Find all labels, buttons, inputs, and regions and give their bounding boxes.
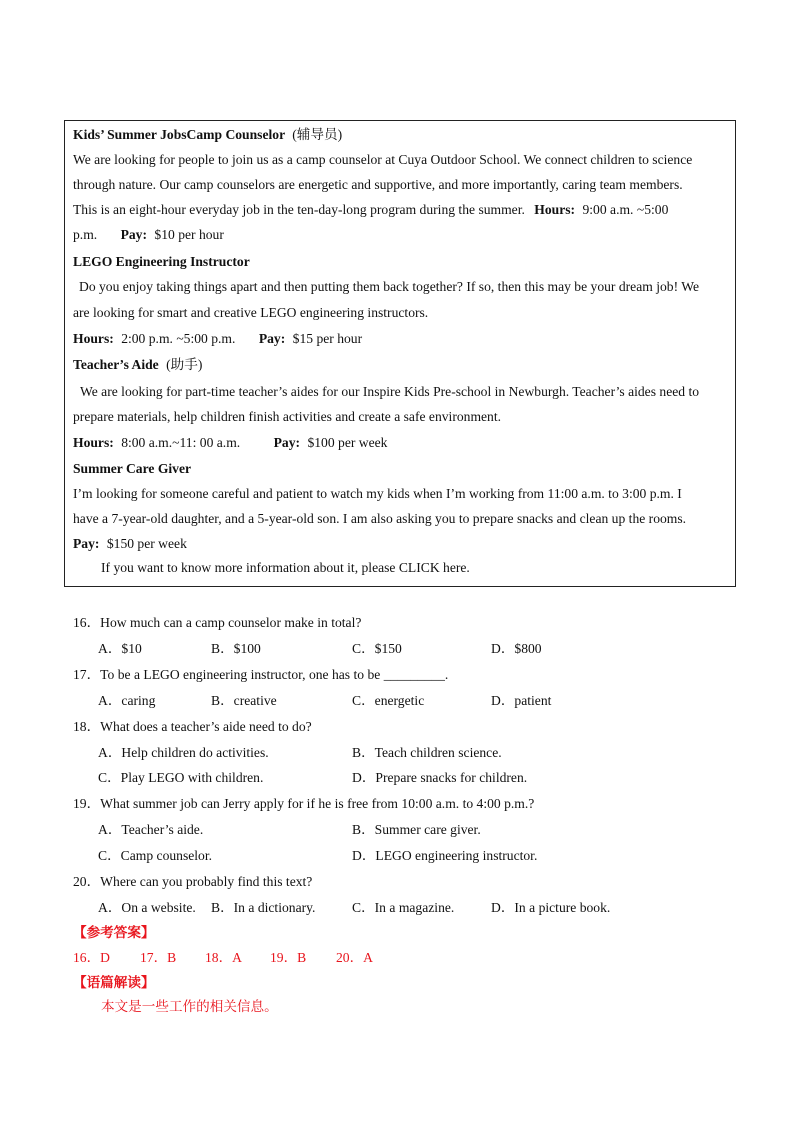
analysis-text: 本文是一些工作的相关信息。 [101,999,278,1014]
question-20: 20．Where can you probably find this text? [73,874,313,889]
camp-hours-value-end: p.m. [73,227,98,242]
q20-option-a: A．On a website. [98,900,196,915]
camp-title-text: Kids’ Summer JobsCamp Counselor [73,127,285,142]
camp-line3-text: This is an eight-hour everyday job in the ten-day-long program during the summer. [73,202,525,217]
q16-option-c: C．$150 [352,641,402,656]
camp-pay-value: $10 per hour [154,227,224,242]
aide-title [73,357,202,373]
aide-title-text: Teacher’s Aide [73,357,159,372]
q19-option-d: D．LEGO engineering instructor. [352,848,538,863]
camp-hours-value: 9:00 a.m. ~5:00 [582,202,669,217]
aide-pay-value: $100 per week [307,435,388,450]
question-18: 18．What does a teacher’s aide need to do? [73,719,312,734]
q19-option-b: B．Summer care giver. [352,822,481,837]
q16-option-b: B．$100 [211,641,261,656]
camp-title [73,127,342,143]
answer-16: 16．D [73,950,111,965]
q18-option-a: A．Help children do activities. [98,745,269,760]
care-title: Summer Care Giver [73,461,192,476]
camp-hours-label: Hours: [534,202,576,217]
camp-line1: We are looking for people to join us as a camp counselor at Cuya Outdoor School. We connect children to science [73,152,693,167]
lego-line2: are looking for smart and creative LEGO engineering instructors. [73,305,429,320]
answer-19: 19．B [270,950,307,965]
aide-line2: prepare materials, help children finish activities and create a safe environment. [73,409,502,424]
aide-hours-pay [73,435,387,451]
lego-hours-label: Hours: [73,331,114,346]
answer-18: 18．A [205,950,243,965]
q18-option-c: C．Play LEGO with children. [98,770,264,785]
camp-line3 [73,202,668,218]
q16-option-d: D．$800 [491,641,542,656]
care-pay-value: $150 per week [106,536,187,551]
q17-option-a: A．caring [98,693,156,708]
q18-option-d: D．Prepare snacks for children. [352,770,528,785]
lego-hours-value: 2:00 p.m. ~5:00 p.m. [121,331,236,346]
q17-option-d: D．patient [491,693,552,708]
aide-hours-value: 8:00 a.m.~11: 00 a.m. [121,435,241,450]
camp-line4 [73,227,224,243]
q17-option-b: B．creative [211,693,277,708]
q19-option-a: A．Teacher’s aide. [98,822,204,837]
question-17: 17．To be a LEGO engineering instructor, one has to be _________. [73,667,449,682]
aide-line1: We are looking for part-time teacher’s aides for our Inspire Kids Pre-school in Newburgh. Teacher’s aides need to [80,384,700,399]
question-16: 16．How much can a camp counselor make in total? [73,615,362,630]
q20-option-d: D．In a picture book. [491,900,611,915]
q18-option-b: B．Teach children science. [352,745,502,760]
answer-17: 17．B [140,950,177,965]
lego-line1: Do you enjoy taking things apart and then putting them back together? If so, then this may be your dream job! We [79,279,700,294]
answer-20: 20．A [336,950,374,965]
q20-option-c: C．In a magazine. [352,900,455,915]
care-line1: I’m looking for someone careful and patient to watch my kids when I’m working from 11:00 a.m. to 3:00 p.m. I [73,486,682,501]
question-19: 19．What summer job can Jerry apply for if he is free from 10:00 a.m. to 4:00 p.m.? [73,796,535,811]
q20-option-b: B．In a dictionary. [211,900,316,915]
camp-line2: through nature. Our camp counselors are energetic and supportive, and more importantly, caring team members. [73,177,683,192]
q17-option-c: C．energetic [352,693,425,708]
care-pay-label: Pay: [73,536,100,551]
lego-title: LEGO Engineering Instructor [73,254,250,269]
answers-heading: 【参考答案】 [73,925,155,940]
camp-pay-label: Pay: [120,227,148,242]
aide-title-cn: (助手) [166,357,203,372]
care-line2: have a 7-year-old daughter, and a 5-year-old son. I am also asking you to prepare snacks and clean up the rooms. [73,511,687,526]
q19-option-c: C．Camp counselor. [98,848,213,863]
lego-pay-value: $15 per hour [292,331,363,346]
analysis-heading: 【语篇解读】 [73,975,155,990]
aide-pay-label: Pay: [273,435,301,450]
q16-option-a: A．$10 [98,641,142,656]
aide-hours-label: Hours: [73,435,114,450]
lego-hours-pay [73,331,362,347]
lego-pay-label: Pay: [258,331,286,346]
camp-title-cn: (辅导员) [292,127,343,142]
care-more-link[interactable]: If you want to know more information about it, please CLICK here. [101,560,470,575]
care-pay [73,536,187,552]
